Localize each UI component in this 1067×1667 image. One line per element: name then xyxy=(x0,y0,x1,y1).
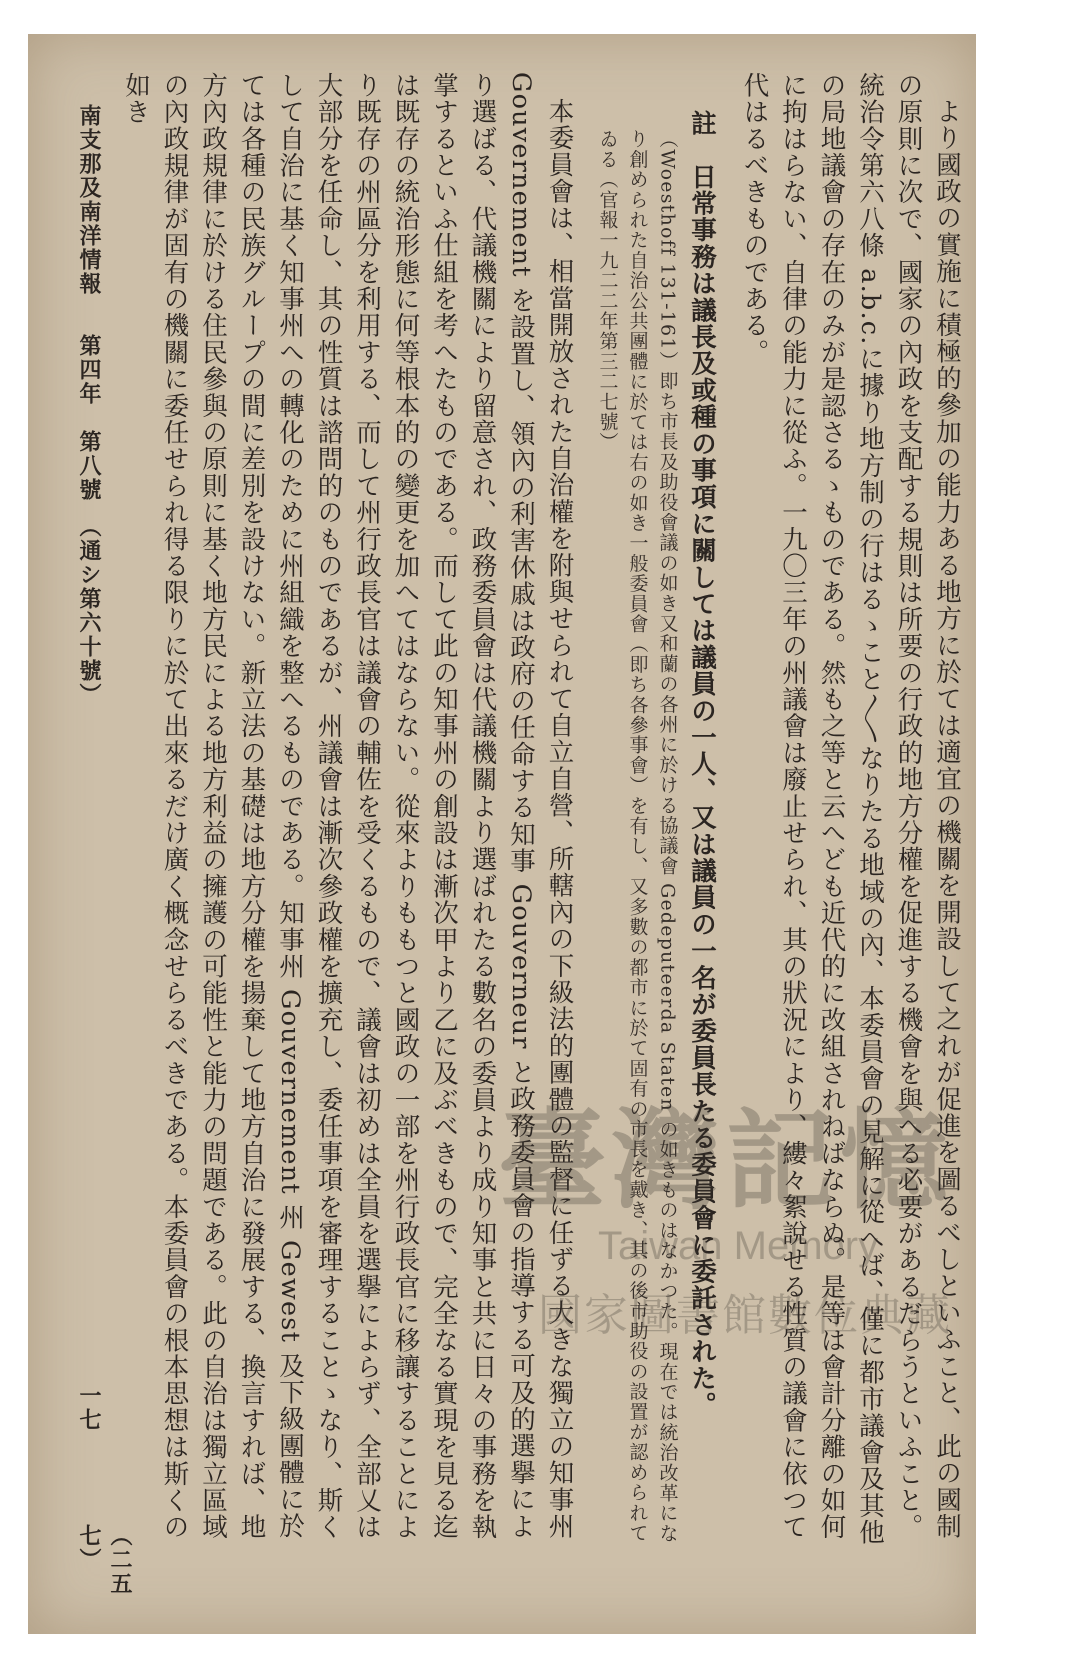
paragraph-main: より國政の實施に積極的參加の能力ある地方に於ては適宜の機關を開設して之れが促進を圖るべしといふこと、此の國制の原則に次で、國家の內政を支配する規則は所要の行政的地方分權を促進する機會を與へる必要があるだらうといふこと。統治令第六八條 a.b.c.に據り地方制の行はるゝこと〳〵なりたる地域の內、本委員會の見解に從へば、僅に都市議會及其他の局地議會の存在のみが是認さるゝものである。然も之等と云へども近代的に改組されねばならぬ。是等は會計分離の如何に拘はらない、自律の能力に從ふ。一九〇三年の州議會は廢止せられ、其の狀況により、縷々絮說せる性質の議會に依つて代はるべきものである。 xyxy=(739,72,962,1546)
cumulative-page-number: （二五七） xyxy=(76,1524,133,1596)
note-heading: 註 日常事務は議長及或種の事項に關しては議員の一人、又は議員の一名が委員長たる委員會に委託された。 xyxy=(687,110,717,1419)
page-footer xyxy=(58,64,133,1624)
paragraph-committee: 本委員會は、相當開放された自治權を附與せられて自立自營、所轄內の下級法的團體の監督に任ずる大きな獨立の知事州 Gouvernement を設置し、領內の利害休戚は政府の任命する知事 Gouverneur と政務委員會の指導する可及的選擧により選ばる、代議機關により留意され、政務委員會は代議機關より選ばれたる數名の委員より成り知事と共に日々の事務を執掌するといふ仕組を考へたものである。而して此の知事州の創設は漸次甲より乙に及ぶべきもので、完全なる實現を見る迄は既存の統治形態に何等根本的の變更を加へてはならない。從來よりももつと國政の一部を州行政長官に移讓することにより既存の州區分を利用する、而して州行政長官は議會の輔佐を受くるもので、議會は初めは全員を選擧によらず、全部乂は大部分を任命し、其の性質は諮問的のものであるが、州議會は漸次參政權を擴充し、委任事項を審理することゝなり、斯くして自治に基く知事州への轉化のために州組織を整へるものである。知事州 Gouvernement 州 Gewest 及下級團體に於ては各種の民族グループの間に差別を設けない。新立法の基礎は地方分權を揚棄して地方自治に發展する、換言すれば、地方內政規律に於ける住民參與の原則に基く地方民による地方利益の擁護の可能性と能力の問題である。此の自治は獨立區域の內政規律が固有の機關に委任せられ得る限りに於て出來るだけ廣く概念せらるべきである。本委員會の根本思想は斯くの如き xyxy=(121,72,575,1541)
journal-title: 南支那及南洋情報 xyxy=(76,104,102,296)
page-number: 一七 xyxy=(76,1384,102,1432)
note-detail: （Woesthoff 131-161）即ち市長及助役會議の如き又和蘭の各州に於ける協議會 Gedeputeerda Staten の如きものはなかつた。現在では統治改革になり創められた自治公共團體に於ては右の如き一般委員會（即ち各參事會）を有し、又多數の都市に於て固有の市長を戴き、其の後市助役の設置が認められてゐる（官報一九二二年第三二七號） xyxy=(596,129,679,1544)
issue-number: 第四年 第八號 （通シ第六十號） xyxy=(76,334,102,707)
watermark-sub-text: 國家圖書館數位典藏 xyxy=(538,1290,952,1341)
watermark-english-text: Taiwan Memory xyxy=(598,1224,879,1268)
watermark-main-text: 臺灣記憶 xyxy=(498,1098,955,1224)
vertical-body-text xyxy=(121,72,966,1552)
scanned-page xyxy=(28,34,976,1634)
